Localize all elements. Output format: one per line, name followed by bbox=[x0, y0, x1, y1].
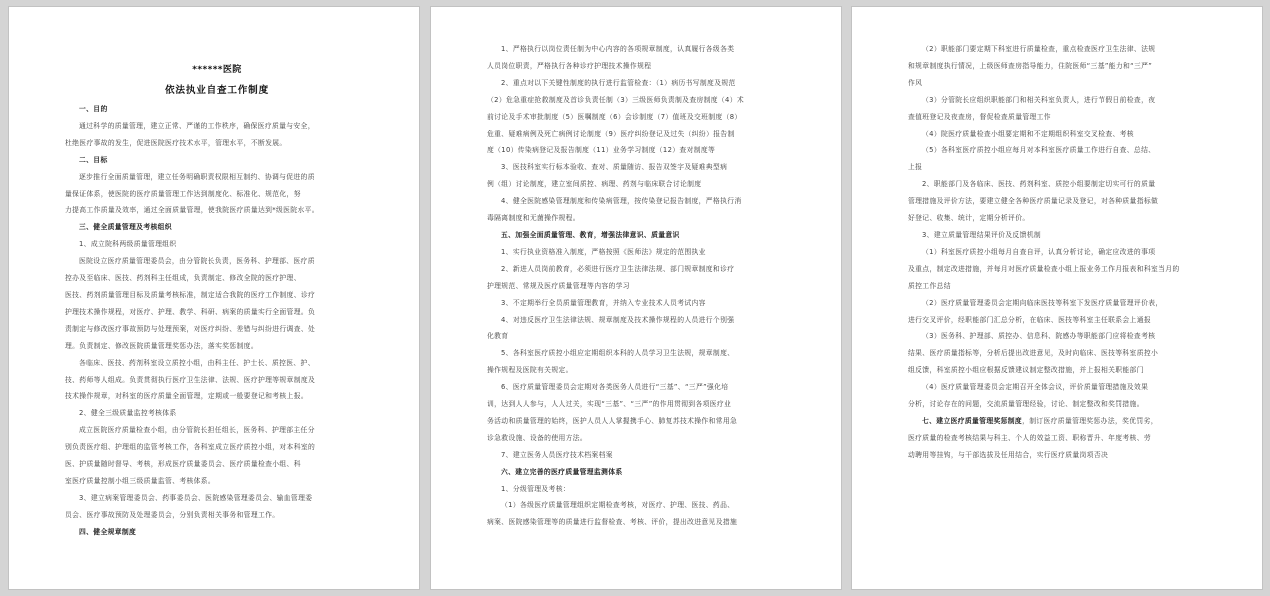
paragraph-line: 医技、药剂质量管理目标及质量考核标准，制定适合我院的医疗工作制度、诊疗 bbox=[65, 290, 316, 299]
paragraph-line: 管理措施及评价方法，要建立健全各种医疗质量记录及登记，对各种质量指标做 bbox=[908, 197, 1159, 206]
page-text bbox=[487, 41, 791, 531]
paragraph-line: 病案、医院感染管理等的质量进行监督检查、考核、评价，提出改进意见及措施 bbox=[487, 518, 738, 527]
paragraph-line: （1）科室医疗质控小组每月自查自评，认真分析讨论，确定应改进的事项 bbox=[922, 247, 1156, 256]
paragraph-line: 训，达到人人参与，人人过关，实现“三基”、“三严”的作用贯彻到各项医疗业 bbox=[487, 400, 732, 409]
paragraph-line: 医、护质量随时督导、考核，形成医疗质量委员会、医疗质量检查小组、科 bbox=[65, 460, 301, 469]
page-text bbox=[908, 41, 1212, 464]
paragraph-line: 上报 bbox=[908, 163, 923, 172]
paragraph-line: 量保证体系，使医院的医疗质量管理工作达到制度化、标准化、规范化，努 bbox=[65, 189, 301, 198]
paragraph-line: 员会、医疗事故预防及处理委员会，分别负责相关事务和管理工作。 bbox=[65, 510, 280, 519]
paragraph-line: 医院设立医疗质量管理委员会，由分管院长负责，医务科、护理部、医疗质 bbox=[79, 257, 315, 266]
paragraph-line: 杜绝医疗事故的发生，促进医院医疗技术水平，管理水平，不断发展。 bbox=[65, 138, 287, 147]
paragraph-line: 及重点，制定改进措施，并每月对医疗质量检查小组上报业务工作月报表和科室当月的 bbox=[908, 264, 1180, 273]
section-heading: 三、健全质量管理及考核组织 bbox=[79, 223, 172, 232]
paragraph-line: 2、重点对以下关键性制度的执行进行监管检查：（1）病历书写制度及规范 bbox=[501, 78, 736, 87]
section-heading: 七、建立医疗质量管理奖惩制度 bbox=[922, 416, 1023, 425]
document-title: ******医院 bbox=[192, 65, 242, 75]
paragraph-line: 作风 bbox=[908, 78, 923, 87]
section-heading: 二、目标 bbox=[79, 155, 108, 164]
page-content bbox=[908, 41, 1212, 464]
paragraph-text: ，制订医疗质量管理奖惩办法，奖优罚劣， bbox=[1022, 416, 1158, 425]
paragraph-line: 室医疗质量控制小组三级质量监管、考核体系。 bbox=[65, 476, 216, 485]
paragraph-line: 控办及至临床、医技、药剂科主任组成，负责制定、修改全院的医疗护理、 bbox=[65, 274, 301, 283]
paragraph-line: 分析，讨论存在的问题，交流质量管理经验，讨论、制定整改和奖罚措施。 bbox=[908, 400, 1144, 409]
paragraph-line: （2）职能部门要定期下科室进行质量检查，重点检查医疗卫生法律、法规 bbox=[922, 45, 1156, 53]
paragraph-line: （1）各级医疗质量管理组织定期检查考核，对医疗、护理、医技、药品、 bbox=[501, 501, 735, 510]
paragraph-line: 技术操作规章，对科室的医疗质量全面管理，定期或一般要登记和考核上报。 bbox=[65, 392, 308, 401]
paragraph-line bbox=[908, 413, 1212, 430]
document-page-3 bbox=[851, 6, 1263, 590]
paragraph-line: 4、健全医院感染管理制度和传染病管理，按传染登记报告制度，严格执行消 bbox=[501, 197, 742, 206]
section-heading: 六、建立完善的医疗质量管理监测体系 bbox=[501, 467, 623, 476]
paragraph-line: 各临床、医技、药剂科室设立质控小组，由科主任、护士长、质控医、护、 bbox=[79, 358, 315, 367]
paragraph-line: （4）院医疗质量检查小组要定期和不定期组织科室交叉检查、考核 bbox=[922, 129, 1134, 138]
paragraph-line: 质控工作总结 bbox=[908, 281, 951, 290]
paragraph-line: 1、实行执业资格准入制度，严格按照《医师法》规定的范围执业 bbox=[501, 247, 706, 256]
paragraph-line: 护理技术操作规程，对医疗、护理、教学、科研、病案的质量实行全面管理。负 bbox=[65, 307, 316, 316]
page-text bbox=[65, 101, 369, 541]
paragraph-line: 动聘用等挂钩，与干部选拔及任用结合，实行医疗质量岗项否决 bbox=[908, 450, 1109, 459]
paragraph-line: 前讨论及手术审批制度（5）医嘱制度（6）会诊制度（7）值班及交班制度（8） bbox=[487, 112, 742, 121]
paragraph-line: 责制定与修改医疗事故预防与处理预案，对医疗纠纷、差错与纠纷进行调查、处 bbox=[65, 324, 316, 333]
paragraph-line: 5、各科室医疗质控小组应定期组织本科的人员学习卫生法规，规章制度、 bbox=[501, 349, 735, 358]
paragraph-line: （2）危急重症抢救制度及首诊负责任制（3）三级医师负责制及查房制度（4）术 bbox=[487, 95, 745, 104]
paragraph-line: 7、建立医务人员医疗技术档案档案 bbox=[501, 450, 613, 459]
paragraph-line: 4、对违反医疗卫生法律法规、规章制度及技术操作规程的人员进行个别强 bbox=[501, 315, 735, 324]
paragraph-line: 度（10）传染病登记及报告制度（11）业务学习制度（12）查对制度等 bbox=[487, 146, 716, 155]
paragraph-line: 2、新进人员岗前教育，必须进行医疗卫生法律法规、部门规章制度和诊疗 bbox=[501, 264, 735, 273]
paragraph-line: 1、成立院科两级质量管理组织 bbox=[79, 240, 177, 249]
paragraph-line: 通过科学的质量管理，建立正常、严谨的工作秩序，确保医疗质量与安全， bbox=[79, 121, 315, 130]
section-heading: 一、目的 bbox=[79, 105, 108, 113]
paragraph-line: 查值班登记及夜查房，督促检查质量管理工作 bbox=[908, 112, 1051, 121]
paragraph-line: 化教育 bbox=[487, 332, 509, 341]
paragraph-line: 操作规程及医院有关规定。 bbox=[487, 366, 573, 375]
page-content bbox=[487, 41, 791, 531]
section-heading: 五、加强全面质量管理、教育，增强法律意识、质量意识 bbox=[501, 230, 680, 239]
paragraph-line: 别负责医疗组、护理组的监管考核工作，各科室成立医疗质控小组，对本科室的 bbox=[65, 443, 316, 452]
paragraph-line: 好登记、收集、统计，定期分析评价。 bbox=[908, 214, 1030, 223]
paragraph-line: 1、分级管理及考核： bbox=[501, 484, 570, 493]
paragraph-line: 6、医疗质量管理委员会定期对各类医务人员进行“三基”、“三严”强化培 bbox=[501, 383, 729, 392]
paragraph-line: 技、药师等人组成。负责贯彻执行医疗卫生法律、法规、医疗护理等规章制度及 bbox=[65, 375, 316, 384]
paragraph-line: 力提高工作质量及效率，通过全面质量管理，使我院医疗质量达到*级医院水平。 bbox=[65, 206, 319, 215]
paragraph-line: 组反馈，科室质控小组应根据反馈建议制定整改措施，并上报相关职能部门 bbox=[908, 366, 1144, 375]
paragraph-line: 诊急救设施、设备的使用方法。 bbox=[487, 433, 588, 442]
section-heading: 四、健全规章制度 bbox=[79, 527, 137, 536]
paragraph-line: （5）各科室医疗质控小组应每月对本科室医疗质量工作进行自查、总结、 bbox=[922, 146, 1156, 155]
document-subtitle: 依法执业自查工作制度 bbox=[165, 85, 269, 96]
document-page-2 bbox=[430, 6, 842, 590]
paragraph-line: （2）医疗质量管理委员会定期向临床医技等科室下发医疗质量管理评价表， bbox=[922, 298, 1163, 307]
document-page-1 bbox=[8, 6, 420, 590]
paragraph-line: 进行交叉评价，经职能部门汇总分析，在临床、医技等科室主任联系会上通报 bbox=[908, 315, 1151, 324]
paragraph-line: 1、严格执行以岗位责任制为中心内容的各项规章制度，认真履行各级各类 bbox=[501, 45, 735, 53]
paragraph-line: 护理规范、常规及医疗质量管理等内容的学习 bbox=[487, 281, 630, 290]
paragraph-line: 危重、疑难病例及死亡病例讨论制度（9）医疗纠纷登记及过失（纠纷）报告制 bbox=[487, 129, 735, 138]
paragraph-line: 3、医技科室实行标本验收、查对、质量随访、报告双签字及疑难典型病 bbox=[501, 163, 728, 172]
paragraph-line: 务活动和质量管理的始终，医护人员人人掌握携手心、肺复苏技术操作和常用急 bbox=[487, 416, 738, 425]
paragraph-line: 逐步推行全面质量管理，建立任务明确职责权限相互制约、协调与促进的质 bbox=[79, 172, 315, 181]
paragraph-line: 结果、医疗质量指标等，分析后提出改进意见，及时向临床、医技等科室质控小 bbox=[908, 349, 1159, 358]
paragraph-line: 2、职能部门及各临床、医技、药剂科室、质控小组要制定切实可行的质量 bbox=[922, 180, 1156, 189]
paragraph-line: 2、健全三级质量监控考核体系 bbox=[79, 409, 177, 418]
paragraph-line: 人员岗位职责，严格执行各种诊疗护理技术操作规程 bbox=[487, 61, 652, 70]
paragraph-line: （4）医疗质量管理委员会定期召开全体会议，评价质量管理措施及效果 bbox=[922, 383, 1149, 392]
paragraph-line: （3）分管院长应组织职能部门和相关科室负责人，进行节假日前检查，夜 bbox=[922, 95, 1156, 104]
paragraph-line: 医疗质量的检查考核结果与科主、个人的效益工资、职称晋升、年度考核、劳 bbox=[908, 433, 1151, 442]
paragraph-line: 3、建立病案管理委员会、药事委员会、医院感染管理委员会、输血管理委 bbox=[79, 493, 313, 502]
paragraph-line: 3、不定期举行全员质量管理教育，并纳入专业技术人员考试内容 bbox=[501, 298, 706, 307]
paragraph-line: 和规章制度执行情况，上级医师查房指导能力，住院医师“三基”能力和“三严” bbox=[908, 61, 1153, 70]
paragraph-line: 毒隔离制度和无菌操作规程。 bbox=[487, 214, 580, 223]
paragraph-line: 例（组）讨论制度，建立室间质控、病理、药剂与临床联合讨论制度 bbox=[487, 180, 702, 189]
page-content bbox=[65, 61, 369, 541]
paragraph-line: 3、建立质量管理结果评价及反馈机制 bbox=[922, 230, 1042, 239]
paragraph-line: （3）医务科、护理部、质控办、信息科、院感办等职能部门应将检查考核 bbox=[922, 332, 1156, 341]
paragraph-line: 理。负责制定、修改医院质量管理奖惩办法，落实奖惩制度。 bbox=[65, 341, 258, 350]
paragraph-line: 成立医院医疗质量检查小组，由分管院长担任组长，医务科、护理部主任分 bbox=[79, 426, 315, 435]
